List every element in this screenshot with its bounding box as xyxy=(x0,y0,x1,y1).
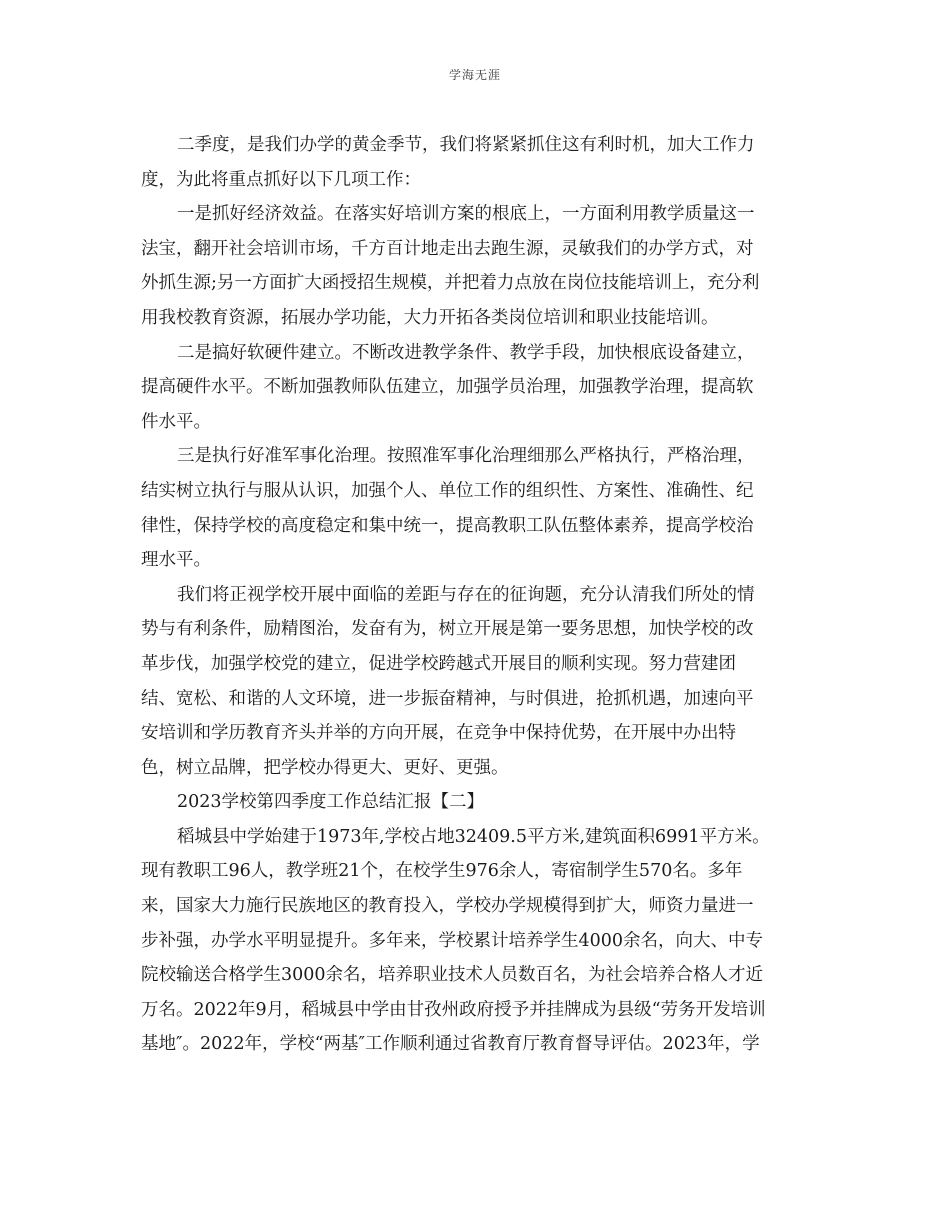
text-line: 件水平。 xyxy=(141,411,211,432)
text-line: 万名。2022年9月，稻城县中学由甘孜州政府授予并挂牌成为县级“劳务开发培训 xyxy=(141,999,766,1020)
document-body xyxy=(141,128,813,1062)
text-line: 院校输送合格学生3000余名，培养职业技术人员数百名，为社会培养合格人才近 xyxy=(141,965,764,986)
text-line: 来，国家大力施行民族地区的教育投入，学校办学规模得到扩大，师资力量进一 xyxy=(141,896,754,917)
text-line: 一是抓好经济效益。在落实好培训方案的根底上，一方面利用教学质量这一 xyxy=(177,204,755,225)
text-line: 2023学校第四季度工作总结汇报【二】 xyxy=(177,792,485,813)
text-line: 提高硬件水平。不断加强教师队伍建立，加强学员治理，加强教学治理，提高软 xyxy=(141,377,754,398)
text-line: 步补强，办学水平明显提升。多年来，学校累计培养学生4000余名，向大、中专 xyxy=(141,930,764,951)
text-line: 基地″。2022年，学校“两基″工作顺利通过省教育厅教育督导评估。2023年，学 xyxy=(141,1034,760,1055)
text-line: 革步伐，加强学校党的建立，促进学校跨越式开展目的顺利实现。努力营建团 xyxy=(141,653,736,674)
text-line: 结实树立执行与服从认识，加强个人、单位工作的组织性、方案性、准确性、纪 xyxy=(141,480,754,501)
text-line: 二季度，是我们办学的黄金季节，我们将紧紧抓住这有利时机，加大工作力 xyxy=(177,135,755,155)
text-line: 我们将正视学校开展中面临的差距与存在的征询题，充分认清我们所处的情 xyxy=(177,584,755,605)
text-line: 二是搞好软硬件建立。不断改进教学条件、教学手段，加快根底设备建立， xyxy=(177,342,755,363)
text-line: 现有教职工96人，教学班21个，在校学生976余人，寄宿制学生570名。多年 xyxy=(141,861,743,882)
text-line: 用我校教育资源，拓展办学功能，大力开拓各类岗位培训和职业技能培训。 xyxy=(141,307,719,328)
text-line: 度，为此将重点抓好以下几项工作： xyxy=(141,169,421,190)
page-header: 学海无涯 xyxy=(448,68,501,82)
text-line: 稻城县中学始建于1973年,学校占地32409.5平方米,建筑面积6991平方米。 xyxy=(177,826,770,847)
text-line: 三是执行好准军事化治理。按照准军事化治理细那么严格执行，严格治理， xyxy=(177,446,755,467)
text-line: 安培训和学历教育齐头并举的方向开展，在竞争中保持优势，在开展中办出特 xyxy=(141,723,736,744)
text-line: 外抓生源;另一方面扩大函授招生规模，并把着力点放在岗位技能培训上，充分利 xyxy=(141,273,760,294)
text-line: 法宝，翻开社会培训市场，千方百计地走出去跑生源，灵敏我们的办学方式，对 xyxy=(141,238,754,259)
text-line: 势与有利条件，励精图治，发奋有为，树立开展是第一要务思想，加快学校的改 xyxy=(141,619,754,640)
text-line: 色，树立品牌，把学校办得更大、更好、更强。 xyxy=(141,757,509,778)
text-line: 结、宽松、和谐的人文环境，进一步振奋精神，与时俱进，抢抓机遇，加速向平 xyxy=(141,688,754,709)
text-line: 律性，保持学校的高度稳定和集中统一，提高教职工队伍整体素养，提高学校治 xyxy=(141,515,754,536)
text-line: 理水平。 xyxy=(141,550,211,571)
